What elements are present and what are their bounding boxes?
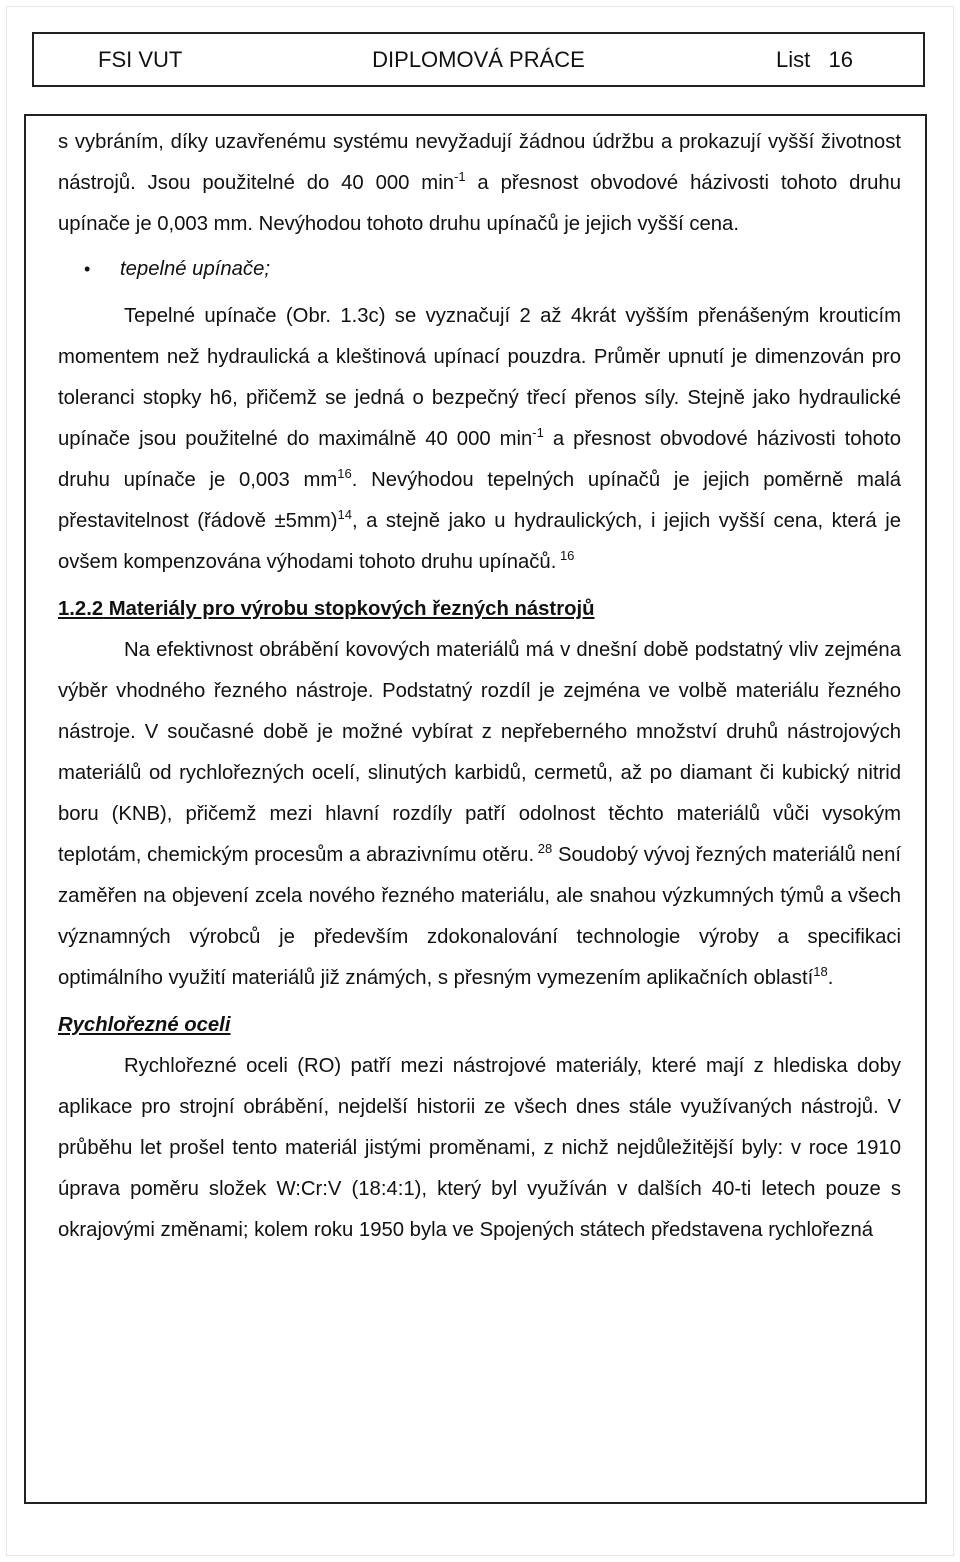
section-heading xyxy=(58,589,901,630)
paragraph-high-speed-steel: Rychlořezné oceli (RO) patří mezi nástrojové materiály, které mají z hlediska doby aplikace pro strojní obrábění, nejdelší historii ze všech dnes stále využívaných nástrojů. V průběhu let prošel tento materiál jistými proměnami, z nichž nejdůležitější byly: v roce 1910 úprava poměru složek W:Cr:V (18:4:1), který byl využíván v dalších 40-ti letech pouze s okrajovými změnami; kolem roku 1950 byla ve Spojených státech představena rychlořezná xyxy=(58,1055,901,1241)
bullet-item-thermal-chucks xyxy=(58,249,901,290)
paragraph-tool-materials: Na efektivnost obrábění kovových materiálů má v dnešní době podstatný vliv zejména výběr vhodného řezného nástroje. Podstatný rozdíl je zejména ve volbě materiálu řezného nástroje. V současné době je možné vybírat z nepřeberného množství druhů nástrojových materiálů od rychlořezných ocelí, slinutých karbidů, cermetů, až po diamant či kubický nitrid boru (KNB), přičemž mezi hlavní rozdíly patří odolnost těchto materiálů vůči vysokým teplotám, chemickým procesům a abrazivnímu otěru. $^{28}$ Soudobý vývoj řezných materiálů není zaměřen na objevení zcela nového řezného materiálu, ale snahou výzkumných týmů a všech významných výrobců je především zdokonalování technologie výroby a specifikaci optimálního využití materiálů již známých, s přesným vymezením aplikačních oblastí$^{18}$. xyxy=(58,639,901,989)
paragraph-hydraulic-end: s vybráním, díky uzavřenému systému nevyžadují žádnou údržbu a prokazují vyšší životnost nástrojů. Jsou použitelné do 40 000 $\min^{-1} a$ přesnost obvodové házivosti tohoto druhu upínače je 0,003 mm. Nevýhodou tohoto druhu upínačů je jejich vyšší cena. xyxy=(58,131,901,235)
section-title: Materiály pro výrobu stopkových řezných nástrojů xyxy=(103,598,595,620)
section-number: 1.2.2 xyxy=(58,598,104,620)
paragraph-thermal-chucks: Tepelné upínače (Obr. 1.3c) se vyznačují 2 až 4krát vyšším přenášeným krouticím momentem než hydraulická a kleštinová upínací pouzdra. Průměr upnutí je dimenzován pro toleranci stopky h6, přičemž se jedná o bezpečný třecí přenos síly. Stejně jako hydraulické upínače jsou použitelné do maximálně 40 000 $\min^{-1} a$ přesnost obvodové házivosti tohoto druhu upínače je 0,003 $mm^{16}$. Nevýhodou tepelných upínačů je jejich poměrně malá přestavitelnost (řádově ±5mm)$^{14}$, a stejně jako u hydraulických, i jejich vyšší cena, která je ovšem kompenzována výhodami tohoto druhu upínačů. $^{16}$ xyxy=(58,305,901,573)
header-institution: FSI VUT xyxy=(98,47,183,72)
header-page-number: List 16 xyxy=(775,47,853,72)
header-document-type: DIPLOMOVÁ PRÁCE xyxy=(372,47,585,72)
bullet-label: tepelné upínače; xyxy=(120,258,270,280)
subheading-high-speed-steel: Rychlořezné oceli xyxy=(58,1014,231,1036)
bullet-icon: • xyxy=(84,259,91,279)
page-content xyxy=(58,122,901,1251)
page-header xyxy=(32,32,925,87)
